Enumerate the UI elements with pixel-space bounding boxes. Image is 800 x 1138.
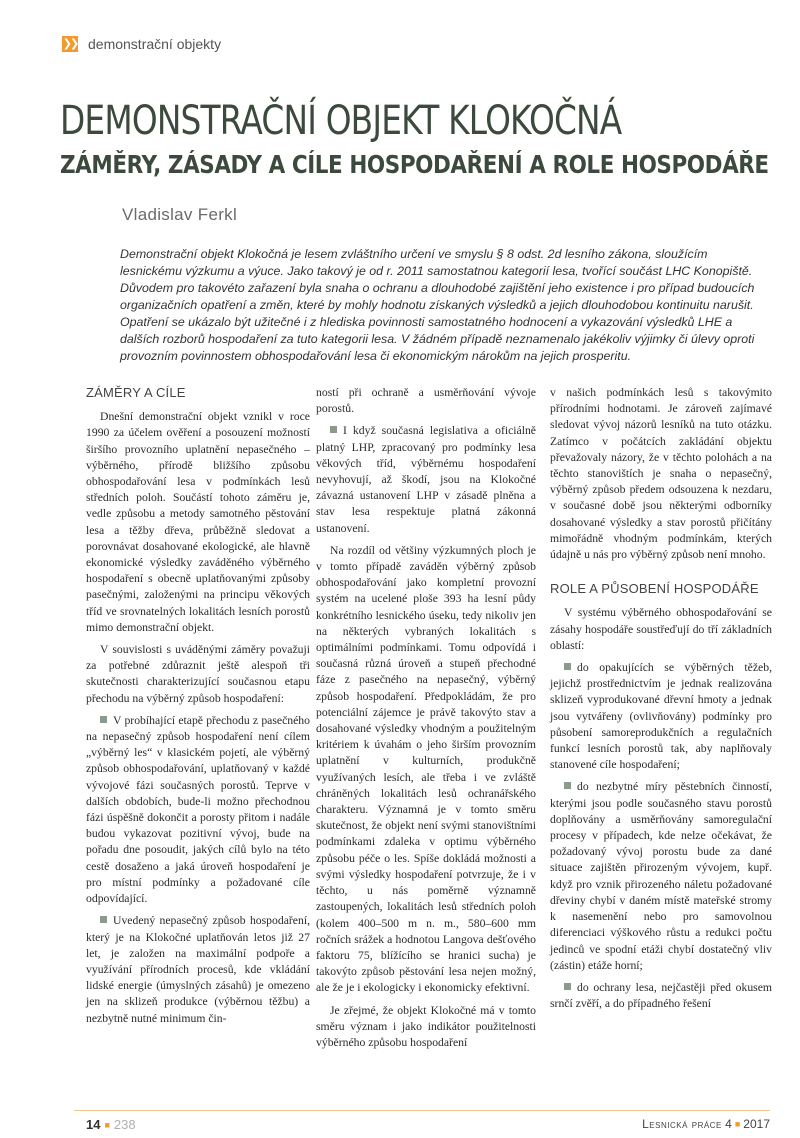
footer-rule bbox=[74, 1110, 770, 1111]
paragraph: V souvislosti s uváděnými záměry považuji za potřebné zdůraznit ještě alespoň tři skutečnosti charakterizující současnou etapu přechodu na výběrný způsob hospodaření: bbox=[86, 643, 310, 705]
paragraph: Na rozdíl od většiny výzkumných ploch je v tomto případě zaváděn výběrný způsob obhospodařování jako kompletní provozní systém na ucelené ploše 393 ha lesní půdy konkrétního lesnického úseku, tedy nikoliv jen na některých vybraných lokalitách s optimálními podmínkami. Tomu odpovídá i současná různá úroveň a stupeň přechodné fáze z pasečného na nepasečný, výběrný způsob hospodaření. Předpokládám, že pro potenciální zájemce je právě takovýto stav a dosahované výsledky vhodným a použitelným kritériem k úvahám o jeho širším provozním uplatnění v kulturních, produkčně využívaných lesích, ale třeba i ve zvláště chráněných lokalitách lesů ochranářského charakteru. Významná je v tomto směru skutečnost, že objekt není svými stanovištními podmínkami zdaleka v optimu výběrného způsobu péče o les. Spíše dokládá možnosti a svými výsledky hospodaření potvrzuje, že i v těchto, u nás poměrně významně zastoupených, lokalitách lesů středních poloh (kolem 400–500 m n. m., 580–600 mm ročních srážek a hodnotou Langova dešťového faktoru 75, blížícího se hranici sucha) je takovýto způsob pěstování lesa nejen možný, ale že je i ekologicky i ekonomicky efektivní. bbox=[316, 543, 536, 995]
paragraph: Je zřejmé, že objekt Klokočné má v tomto směru význam i jako indikátor použitelnosti výběrného způsobu hospodaření bbox=[316, 1003, 536, 1049]
article-title: DEMONSTRAČNÍ OBJEKT KLOKOČNÁ bbox=[60, 98, 622, 144]
section-label: demonstrační objekty bbox=[88, 36, 222, 52]
paragraph: ností při ochraně a usměrňování vývoje porostů. bbox=[316, 386, 536, 416]
separator-icon: ■ bbox=[104, 1120, 110, 1130]
square-bullet-icon bbox=[100, 916, 107, 923]
journal-year: 2017 bbox=[743, 1117, 770, 1131]
page-number bbox=[86, 1117, 136, 1132]
square-bullet-icon bbox=[100, 716, 107, 723]
bullet-text: do opakujících se výběrných těžeb, jejichž prostřednictvím je jednak realizována sklizeň vyprodukované dřevní hmoty a jednak jsou vytvářeny (ovlivňovány) podmínky pro působení samoreprodukčních a regulačních funkcí lesních porostů tak, aby naplňovaly stanovené cíle hospodaření; bbox=[550, 661, 772, 772]
double-chevron-icon: ❯❯ bbox=[62, 38, 78, 50]
bullet-paragraph bbox=[86, 713, 310, 907]
journal-issue: 4 bbox=[725, 1117, 732, 1131]
bullet-paragraph bbox=[550, 660, 772, 773]
paragraph: v našich podmínkách lesů s takovýmito přírodními hodnotami. Je zároveň zajímavé sledovat vývoj názorů lesníků na tuto otázku. Zatímco v počátcích zakládání objektu převažovaly názory, že v těchto polohách a na těchto stanovištích je snaha o nepasečný, výběrný způsob předem odsouzena k nezdaru, v současné době jsou některými odborníky dosahované výsledky a stav porostů přičítány mimořádně vhodným podmínkám, kterých údajně u nás pro výběrný způsob není mnoho. bbox=[550, 386, 772, 562]
column-1 bbox=[86, 385, 310, 1033]
square-bullet-icon bbox=[564, 983, 571, 990]
bullet-text: do ochrany lesa, nejčastěji před okusem srnčí zvěří, a do případného řešení bbox=[550, 980, 772, 1011]
bullet-paragraph bbox=[550, 779, 772, 973]
bullet-paragraph bbox=[550, 980, 772, 1012]
paragraph: Dnešní demonstrační objekt vznikl v roce 1990 za účelem ověření a posouzení možností širšího provozního uplatnění nepasečného – výběrného, přírodě bližšího způsobu obhospodařování lesa v podmínkách lesů středních poloh. Součástí tohoto záměru je, vedle způsobu a metody samotného pěstování lesa a těžby dřeva, průběžně sledovat a porovnávat dosahované ekologické, ale hlavně ekonomické výsledky zaváděného výběrného hospodaření s obecně uplatňovanými způsoby pasečnými, založenými na principu věkových tříd ve srovnatelných lokalitách lesních porostů mimo demonstrační objekt. bbox=[86, 410, 310, 634]
paragraph: V systému výběrného obhospodařování se zásahy hospodáře soustřeďují do tří základních oblastí: bbox=[550, 606, 772, 652]
separator-icon: ■ bbox=[734, 1119, 741, 1129]
square-bullet-icon bbox=[330, 426, 337, 433]
square-bullet-icon bbox=[564, 663, 571, 670]
journal-name: Lesnická práce bbox=[642, 1117, 722, 1131]
bullet-paragraph bbox=[316, 423, 536, 536]
journal-info bbox=[642, 1117, 770, 1131]
bullet-text: Uvedený nepasečný způsob hospodaření, který je na Klokočné uplatňován letos již 27 let, je založen na maximální podpoře a využívání přírodních procesů, kde vkládání lidské energie (úmyslných zásahů) je omezeno jen na sklizeň produkce (výběrnou těžbu) a nezbytně nutné minimum čin- bbox=[86, 914, 310, 1025]
section-heading-role: ROLE A PŮSOBENÍ HOSPODÁŘE bbox=[550, 581, 759, 597]
article-subtitle: ZÁMĚRY, ZÁSADY A CÍLE HOSPODAŘENÍ A ROLE HOSPODÁŘE bbox=[60, 150, 769, 179]
section-heading-goals: ZÁMĚRY A CÍLE bbox=[86, 385, 186, 400]
column-3 bbox=[550, 385, 772, 1018]
section-tag bbox=[62, 36, 221, 52]
bullet-text: V probíhající etapě přechodu z pasečného na nepasečný způsob hospodaření není cílem „výběrný les“ v klasickém pojetí, ale výběrný způsob obhospodařování, uplatňovaný v každé vývojové fázi současných porostů. Teprve v dalších obdobích, bude-li možno přechodnou fázi úspěšně dokončit a porosty přitom i nadále budou vykazovat pozitivní vývoj, bude na pořadu dne posoudit, jakých cílů bylo na této cestě dosaženo a jaká úroveň hospodaření je pro místní podmínky a požadované cíle odpovídající. bbox=[86, 713, 310, 906]
square-bullet-icon bbox=[564, 782, 571, 789]
bullet-text: I když současná legislativa a oficiálně platný LHP, zpracovaný pro podmínky lesa věkových tříd, výběrnému hospodaření nevyhovují, až škodí, jsou na Klokočné závazná ustanovení LHP v zásadě plněna a stav lesa respektuje platná zákonná ustanovení. bbox=[316, 424, 536, 535]
page-number-main: 14 bbox=[86, 1117, 101, 1132]
column-2 bbox=[316, 385, 536, 1057]
bullet-paragraph bbox=[86, 913, 310, 1026]
bullet-text: do nezbytné míry pěstebních činností, kterými jsou podle současného stavu porostů doplňovány a usměrňovány samoregulační procesy v případech, kde nelze očekávat, že požadovaný vývoj porostu bude za dané situace zajištěn přirozeným vývojem, kupř. když pro vznik přirozeného náletu požadované dřeviny chybí v daném místě mateřské stromy k nasemenění nebo pro samovolnou diferenciaci výškového růstu a redukci počtu jedinců ve spodní etáži chybí dostatečný vliv (zástin) etáže horní; bbox=[550, 780, 772, 972]
page-number-total: 238 bbox=[113, 1117, 136, 1132]
author-name: Vladislav Ferkl bbox=[122, 205, 238, 224]
abstract: Demonstrační objekt Klokočná je lesem zvláštního určení ve smyslu § 8 odst. 2d lesního zákona, sloužícím lesnickému výzkumu a výuce. Jako takový je od r. 2011 samostatnou kategorií lesa, tvořící součást LHC Konopiště. Důvodem pro takovéto zařazení byla snaha o ochranu a dlouhodobé zajištění jeho existence i pro případ budoucích organizačních opatření a změn, které by mohly hodnotu získaných výsledků a jejich dlouhodobou kontinuitu narušit. Opatření se ukázalo být užitečné i z hlediska povinnosti samostatného hodnocení a vykazování výsledků LHE a dalších rozborů hospodaření za tuto kategorii lesa. V žádném případě neznamenalo jakékoliv výjimky či úlevy oproti provozním povinnostem obhospodařování lesa či ekonomickým nárokům na jejich prosperitu. bbox=[120, 247, 755, 363]
